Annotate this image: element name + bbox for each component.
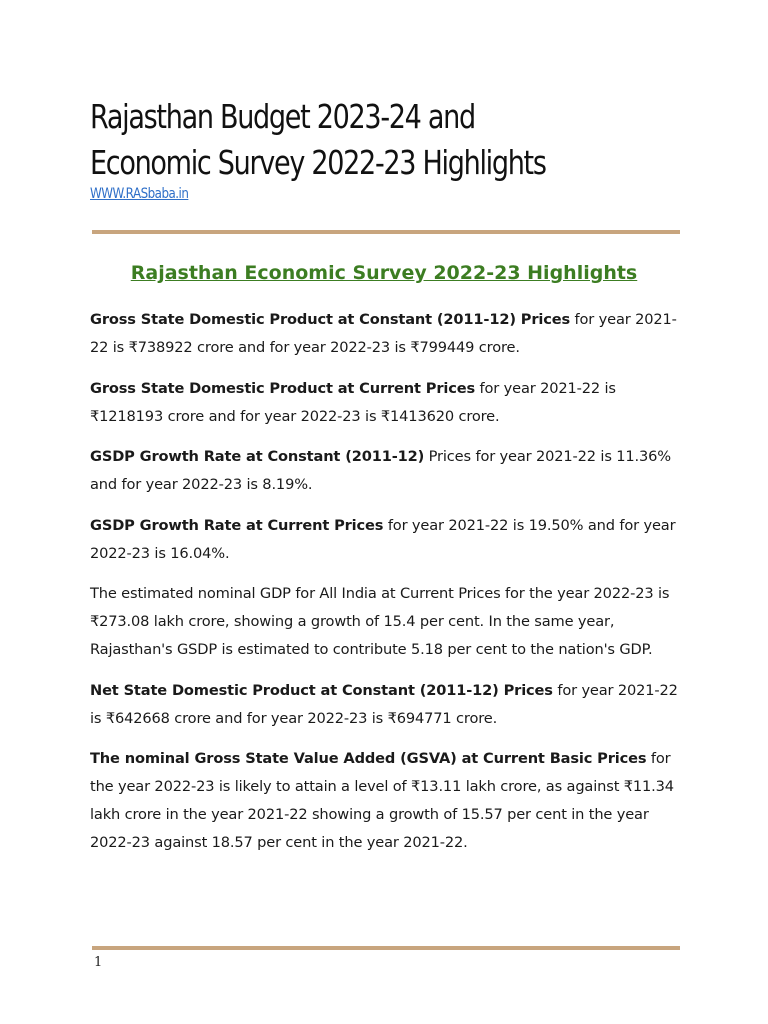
- paragraph-text: for year 2021-22 is ₹1218193 crore and for year 2022-23 is ₹1413620 crore.: [90, 379, 616, 425]
- paragraph-bold-lead: Gross State Domestic Product at Constant (2011-12) Prices: [90, 311, 571, 328]
- paragraph-text: for year 2021-22 is ₹642668 crore and for year 2022-23 is ₹694771 crore.: [90, 681, 678, 727]
- paragraph-text: The estimated nominal GDP for All India at Current Prices for the year 2022-23 is ₹273.08 lakh crore, showing a growth of 15.4 per cent. In the same year, Rajasthan's GSDP is estimated to contribute 5.18 per cent to the nation's GDP.: [90, 585, 670, 658]
- paragraph-growth-constant: [90, 443, 682, 499]
- paragraph-bold-lead: GSDP Growth Rate at Current Prices: [90, 516, 384, 534]
- page-title: Rajasthan Budget 2023-24 and Economic Survey 2022-23 Highlights: [90, 97, 546, 182]
- site-link[interactable]: WWW.RASbaba.in: [90, 186, 189, 202]
- footer-divider: [92, 946, 680, 950]
- paragraph-gsdp-constant: [90, 306, 682, 362]
- section-heading: Rajasthan Economic Survey 2022-23 Highlights: [130, 262, 638, 284]
- top-divider: [92, 230, 680, 234]
- paragraph-nsdp-constant: [90, 677, 682, 733]
- paragraph-text: for year 2021-22 is 19.50% and for year 2022-23 is 16.04%.: [90, 516, 676, 562]
- paragraph-bold-lead: Net State Domestic Product at Constant (2011-12) Prices: [90, 681, 553, 699]
- paragraph-growth-current: [90, 512, 682, 568]
- paragraph-all-india-gdp: [90, 580, 682, 664]
- paragraph-text: for year 2021-22 is ₹738922 crore and for year 2022-23 is ₹799449 crore.: [90, 311, 677, 356]
- paragraph-gsva: [90, 745, 682, 857]
- page-number: 1: [94, 955, 103, 970]
- paragraph-text: for the year 2022-23 is likely to attain a level of ₹13.11 lakh crore, as against ₹11.34 lakh crore in the year 2021-22 showing a growth of 15.57 per cent in the year 2022-23 against 18.57 per cent in the year 2021-22.: [90, 750, 674, 851]
- document-body: [90, 306, 682, 870]
- paragraph-bold-lead: Gross State Domestic Product at Current Prices: [90, 379, 476, 397]
- paragraph-bold-lead: GSDP Growth Rate at Constant (2011-12): [90, 448, 425, 465]
- paragraph-gsdp-current: [90, 375, 682, 431]
- paragraph-bold-lead: The nominal Gross State Value Added (GSVA) at Current Basic Prices: [90, 750, 647, 767]
- paragraph-text: Prices for year 2021-22 is 11.36% and for year 2022-23 is 8.19%.: [90, 448, 672, 493]
